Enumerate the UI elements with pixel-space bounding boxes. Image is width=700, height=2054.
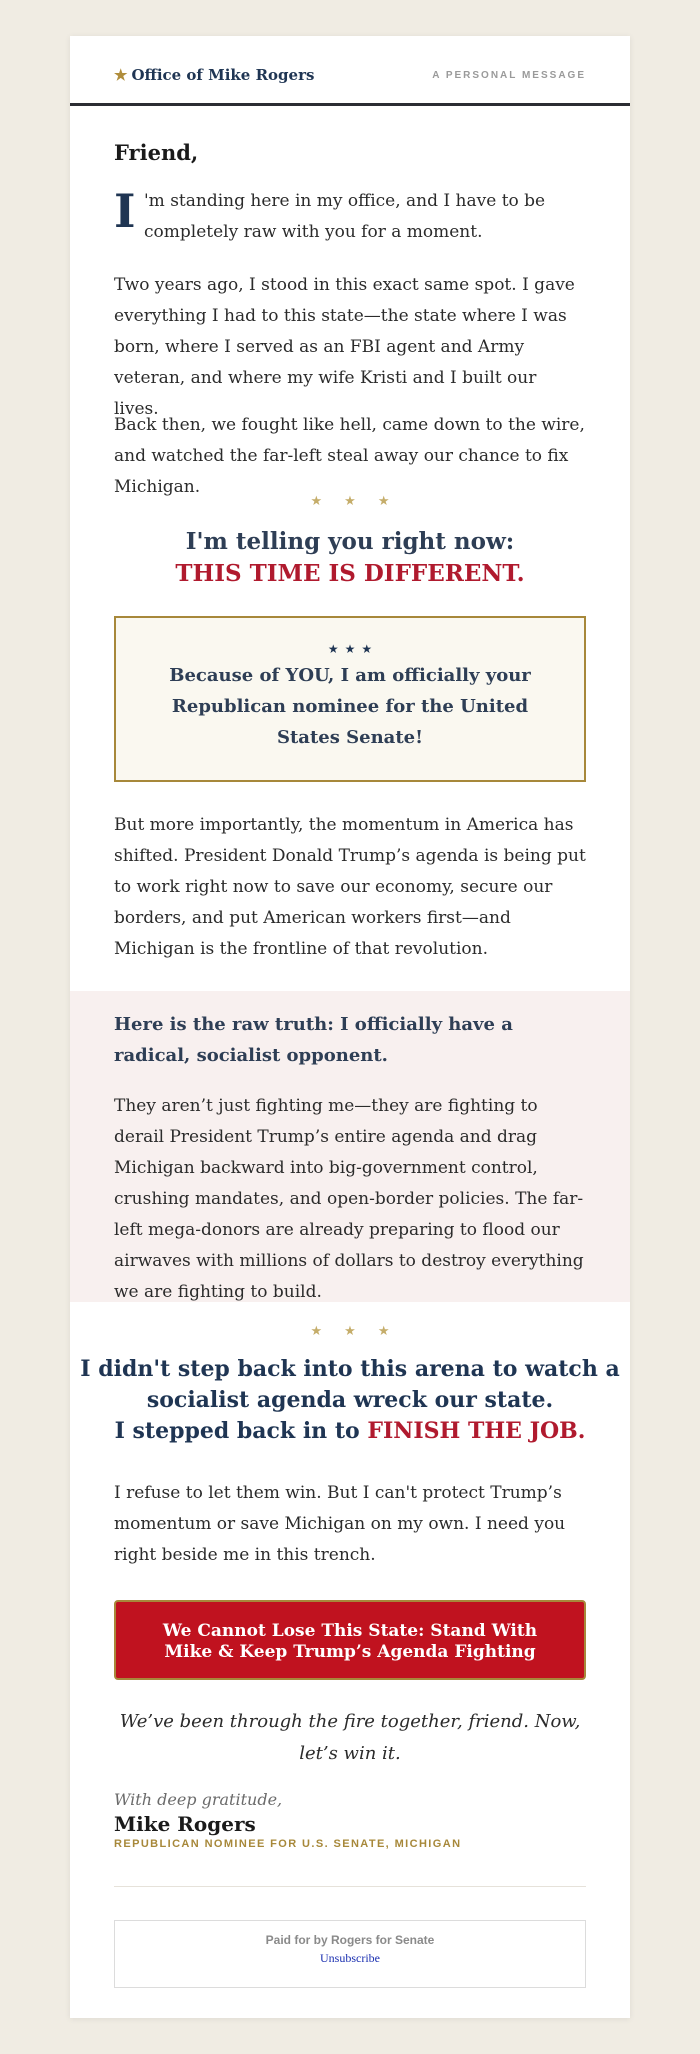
callout-text: Because of YOU, I am officially your Republican nominee for the United States Senate! (169, 665, 531, 748)
signature-closing: With deep gratitude, (114, 1790, 283, 1809)
email-card (70, 36, 630, 2018)
divider (114, 1886, 586, 1887)
headline-finish-job (70, 1354, 630, 1447)
paragraph-refuse: I refuse to let them win. But I can't protect Trump’s momentum or save Michigan on my own. I need you right beside me in this trench. (114, 1483, 566, 1565)
raw-truth-heading: Here is the raw truth: I officially have a radical, socialist opponent. (114, 1014, 513, 1066)
brand (114, 66, 314, 84)
nominee-callout (114, 616, 586, 782)
star-divider: ★★★ (310, 494, 412, 509)
headline2-line2-start: I stepped back in to (114, 1418, 368, 1444)
greeting: Friend, (114, 140, 199, 165)
signature-name: Mike Rogers (114, 1812, 256, 1836)
unsubscribe-link[interactable]: Unsubscribe (320, 1951, 380, 1965)
paid-for-disclaimer: Paid for by Rogers for Senate (265, 1933, 435, 1947)
headline-different (70, 526, 630, 590)
headline2-emphasis: FINISH THE JOB. (367, 1418, 586, 1444)
signature-title: REPUBLICAN NOMINEE FOR U.S. SENATE, MICHIGAN (114, 1838, 462, 1850)
headline2-line2 (70, 1416, 630, 1447)
header-tagline: A PERSONAL MESSAGE (432, 70, 586, 81)
closing-quote: We’ve been through the fire together, friend. Now, let’s win it. (119, 1711, 581, 1764)
star-divider: ★★★ (310, 1324, 412, 1339)
donate-cta-button[interactable]: We Cannot Lose This State: Stand With Mike & Keep Trump’s Agenda Fighting (114, 1600, 586, 1680)
email-footer (114, 1920, 586, 1988)
intro-text: 'm standing here in my office, and I have to be completely raw with you for a moment. (144, 191, 546, 242)
raw-truth-text: They aren’t just fighting me—they are fighting to derail President Trump’s entire agenda and drag Michigan backward into big-government control, crushing mandates, and open-border policies. The far-left mega-donors are already preparing to flood our airwaves with millions of dollars to destroy everything we are fighting to build. (114, 1096, 584, 1302)
email-header (70, 36, 630, 106)
callout-stars-icon: ★★★ (327, 642, 379, 656)
brand-name: Office of Mike Rogers (131, 66, 315, 84)
paragraph-back-then: Back then, we fought like hell, came down to the wire, and watched the far-left steal away our chance to fix Michigan. (114, 415, 585, 497)
headline2-line1: I didn't step back into this arena to watch a socialist agenda wreck our state. (80, 1356, 620, 1413)
paragraph-momentum: But more importantly, the momentum in America has shifted. President Donald Trump’s agenda is being put to work right now to save our economy, secure our borders, and put American workers first—and Michigan is the frontline of that revolution. (114, 815, 586, 959)
headline-line1: I'm telling you right now: (185, 528, 515, 555)
drop-cap: I (114, 184, 136, 238)
paragraph-two-years-ago: Two years ago, I stood in this exact same spot. I gave everything I had to this state—the state where I was born, where I served as an FBI agent and Army veteran, and where my wife Kristi and I built our lives. (114, 275, 575, 419)
raw-truth-section (70, 991, 630, 1302)
headline-emphasis: THIS TIME IS DIFFERENT. (175, 560, 525, 587)
star-icon: ★ (114, 66, 128, 84)
